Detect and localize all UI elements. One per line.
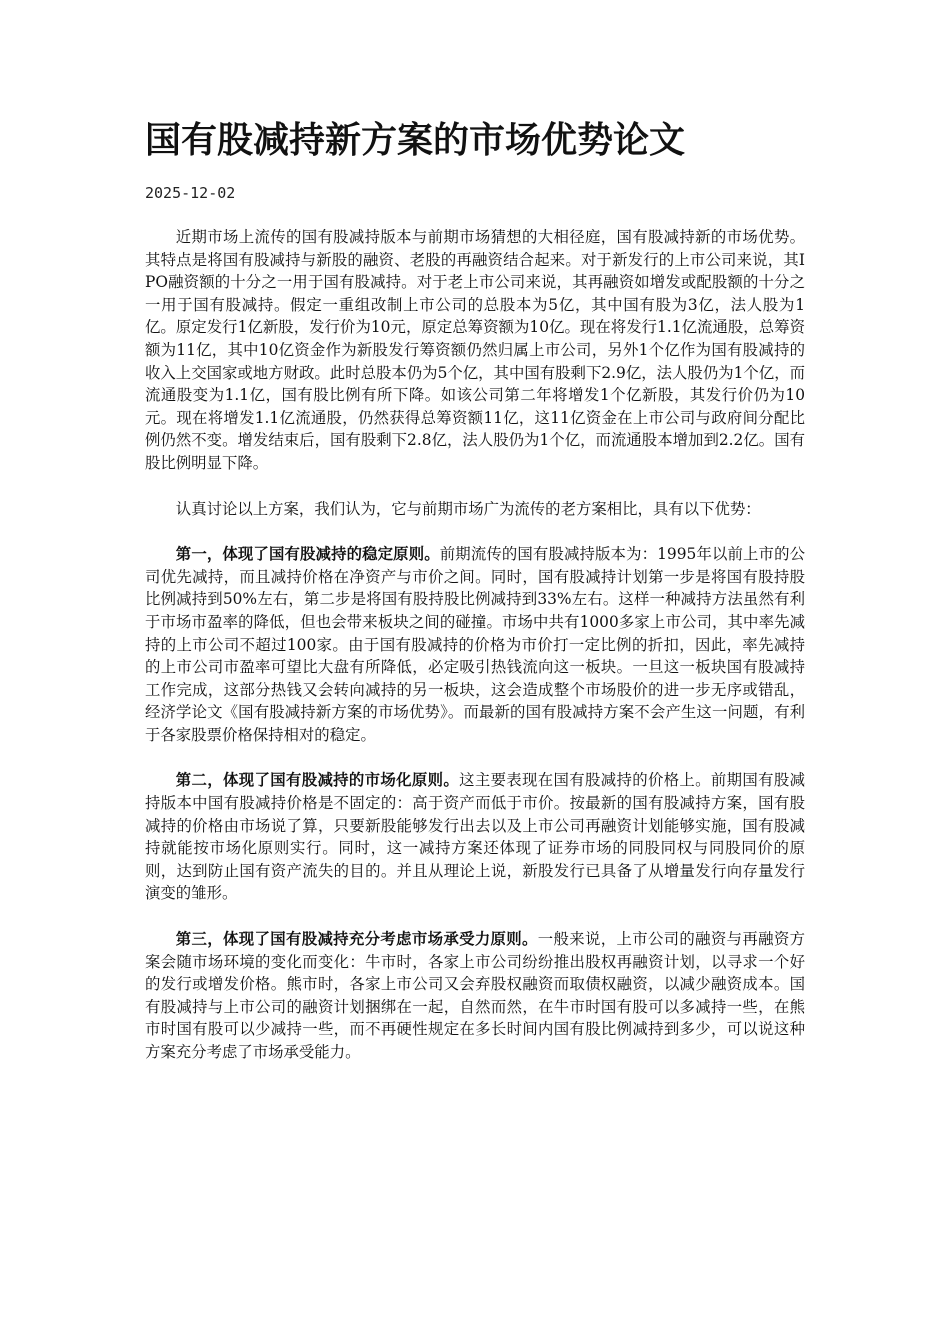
paragraph-text: 前期流传的国有股减持版本为：1995年以前上市的公司优先减持，而且减持价格在净资产与市价之间。同时，国有股减持计划第一步是将国有股持股比例减持到50%左右，第二步是将国有股持股比例减持到33%左右。这样一种减持方法虽然有利于市场市盈率的降低，但也会带来板块之间的碰撞。市场中共有1000多家上市公司，其中率先减持的上市公司不超过100家。由于国有股减持的价格为市价打一定比例的折扣，因此，率先减持的上市公司市盈率可望比大盘有所降低，必定吸引热钱流向这一板块。一旦这一板块国有股减持工作完成，这部分热钱又会转向减持的另一板块，这会造成整个市场股价的进一步无序或错乱，经济学论文《国有股减持新方案的市场优势》。而最新的国有股减持方案不会产生这一问题，有利于各家股票价格保持相对的稳定。: [145, 545, 805, 744]
publish-date: 2025-12-02: [145, 184, 236, 202]
paragraph-text: 近期市场上流传的国有股减持版本与前期市场猜想的大相径庭，国有股减持新的市场优势。其特点是将国有股减持与新股的融资、老股的再融资结合起来。对于新发行的上市公司来说，其IPO融资额的十分之一用于国有股减持。对于老上市公司来说，其再融资如增发或配股额的十分之一用于国有股减持。假定一重组改制上市公司的总股本为5亿，其中国有股为3亿，法人股为1亿。原定发行1亿新股，发行价为10元，原定总筹资额为10亿。现在将发行1.1亿流通股，总筹资额为11亿，其中10亿资金作为新股发行筹资额仍然归属上市公司，另外1个亿作为国有股减持的收入上交国家或地方财政。此时总股本仍为5个亿，其中国有股剩下2.9亿，法人股仍为1个亿，而流通股变为1.1亿，国有股比例有所下降。如该公司第二年将增发1个亿新股，其发行价仍为10元。现在将增发1.1亿流通股，仍然获得总筹资额11亿，这11亿资金在上市公司与政府间分配比例仍然不变。增发结束后，国有股剩下2.8亿，法人股仍为1个亿，而流通股本增加到2.2亿。国有股比例明显下降。: [145, 228, 805, 472]
paragraph-lead: 第一，体现了国有股减持的稳定原则。: [175, 545, 440, 564]
paragraph-text: 这主要表现在国有股减持的价格上。前期国有股减持版本中国有股减持价格是不固定的：高于资产而低于市价。按最新的国有股减持方案，国有股减持的价格由市场说了算，只要新股能够发行出去以及上市公司再融资计划能够实施，国有股减持就能按市场化原则实行。同时，这一减持方案还体现了证券市场的同股同权与同股同价的原则，达到防止国有资产流失的目的。并且从理论上说，新股发行已具备了从增量发行向存量发行演变的雏形。: [145, 771, 805, 903]
paragraph-text: 认真讨论以上方案，我们认为，它与前期市场广为流传的老方案相比，具有以下优势：: [175, 499, 761, 518]
paragraph-lead: 第二，体现了国有股减持的市场化原则。: [175, 771, 460, 790]
paragraph-transition: [145, 498, 805, 521]
paragraph-intro: [145, 226, 805, 475]
paragraph-advantage-1: [145, 543, 805, 746]
paragraph-text: 一般来说，上市公司的融资与再融资方案会随市场环境的变化而变化：牛市时，各家上市公司纷纷推出股权再融资计划，以寻求一个好的发行或增发价格。熊市时，各家上市公司又会弃股权融资而取债权融资，以减少融资成本。国有股减持与上市公司的融资计划捆绑在一起，自然而然，在牛市时国有股可以多减持一些，在熊市时国有股可以少减持一些，而不再硬性规定在多长时间内国有股比例减持到多少，可以说这种方案充分考虑了市场承受能力。: [145, 930, 805, 1061]
article-body: [145, 226, 805, 1087]
paragraph-lead: 第三，体现了国有股减持充分考虑市场承受力原则。: [175, 930, 538, 949]
paragraph-advantage-2: [145, 769, 805, 905]
article-title: 国有股减持新方案的市场优势论文: [145, 120, 686, 161]
paragraph-advantage-3: [145, 928, 805, 1064]
